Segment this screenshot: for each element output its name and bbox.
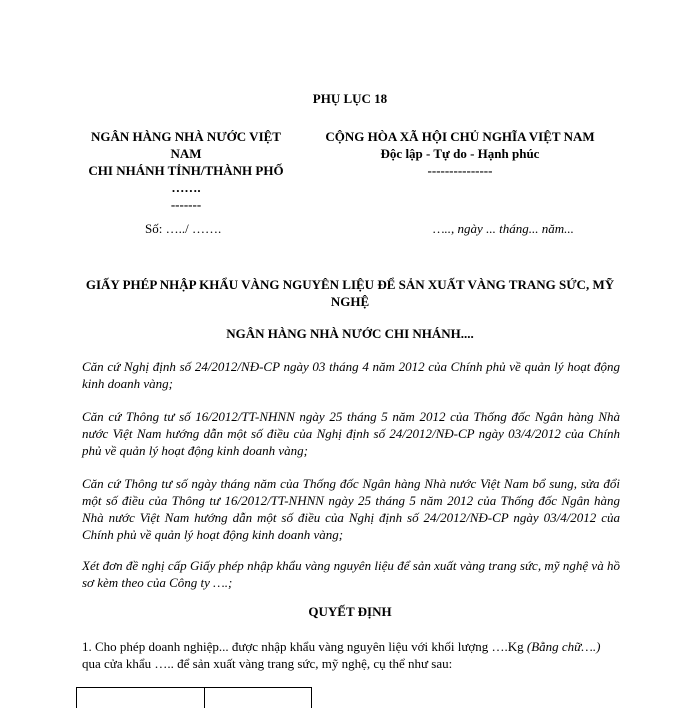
national-name: CỘNG HÒA XÃ HỘI CHỦ NGHĨA VIỆT NAM bbox=[325, 129, 595, 144]
article-1-text: 1. Cho phép doanh nghiệp... được nhập khẩu vàng nguyên liệu với khối lượng ….Kg bbox=[82, 639, 527, 654]
article-1-text-cont: qua cửa khẩu ….. để sản xuất vàng trang sức, mỹ nghệ, cụ thể như sau: bbox=[82, 656, 453, 671]
document-title: GIẤY PHÉP NHẬP KHẨU VÀNG NGUYÊN LIỆU ĐỂ SẢN XUẤT VÀNG TRANG SỨC, MỸ NGHỆ bbox=[85, 277, 615, 309]
document-date: ….., ngày ... tháng... năm... bbox=[433, 221, 574, 236]
issuing-branch-name: CHI NHÁNH TỈNH/THÀNH PHỐ ……. bbox=[88, 163, 284, 195]
goods-table bbox=[76, 687, 312, 708]
preamble-paragraph: Xét đơn đề nghị cấp Giấy phép nhập khẩu vàng nguyên liệu để sản xuất vàng trang sức, mỹ nghệ và hồ sơ kèm theo của Công ty ….; bbox=[82, 558, 620, 590]
national-motto: Độc lập - Tự do - Hạnh phúc bbox=[380, 146, 540, 161]
document-number: Số: …../ ……. bbox=[145, 221, 222, 236]
motto-separator: --------------- bbox=[427, 163, 493, 178]
appendix-title: PHỤ LỤC 18 bbox=[312, 91, 388, 106]
preamble-paragraph: Căn cứ Nghị định số 24/2012/NĐ-CP ngày 03 tháng 4 năm 2012 của Chính phủ về quản lý hoạt động kinh doanh vàng; bbox=[82, 359, 620, 391]
preamble-paragraph: Căn cứ Thông tư số ngày tháng năm của Thống đốc Ngân hàng Nhà nước Việt Nam bổ sung, sửa đổi một số điều của Thông tư 16/2012/TT-NHNN ngày 25 tháng 5 năm 2012 của Thống đốc Ngân hàng Nhà nước Việt Nam hướng dẫn một số điều của Nghị định số 24/2012/NĐ-CP ngày 03/4/2012 của Chính phủ về quản lý hoạt động kinh doanh vàng; bbox=[82, 476, 620, 542]
preamble-paragraph: Căn cứ Thông tư số 16/2012/TT-NHNN ngày 25 tháng 5 năm 2012 của Thống đốc Ngân hàng Nhà nước Việt Nam hướng dẫn một số điều của Nghị định số 24/2012/NĐ-CP ngày 03/4/2012 của Chính phủ về quản lý hoạt động kinh doanh vàng; bbox=[82, 409, 620, 458]
national-heading-block bbox=[300, 128, 620, 179]
issuing-agency-block bbox=[80, 128, 292, 213]
article-1-amount-in-words: (Bằng chữ….) bbox=[526, 639, 601, 654]
issuing-agency-name: NGÂN HÀNG NHÀ NƯỚC VIỆT NAM bbox=[91, 129, 281, 161]
table-cell bbox=[77, 688, 205, 708]
agency-separator: ------- bbox=[170, 197, 202, 212]
decision-heading: QUYẾT ĐỊNH bbox=[308, 604, 392, 619]
issuer-heading: NGÂN HÀNG NHÀ NƯỚC CHI NHÁNH.... bbox=[226, 326, 474, 341]
article-1 bbox=[82, 638, 620, 672]
